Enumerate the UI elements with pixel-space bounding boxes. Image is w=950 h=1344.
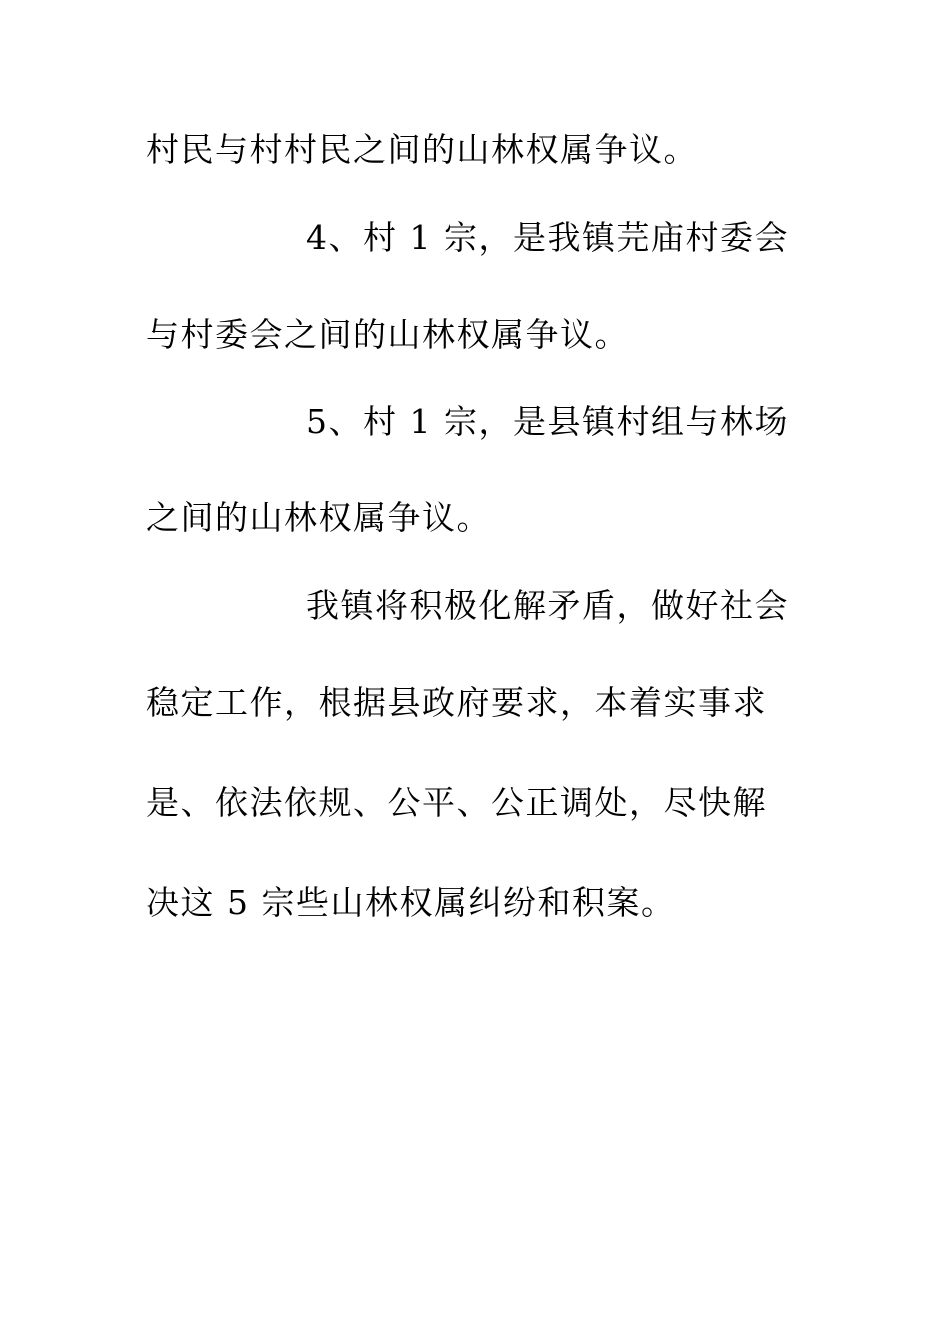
text-line-7: 稳定工作，根据县政府要求，本着实事求 [146, 683, 767, 722]
text-line-5: 之间的山林权属争议。 [146, 498, 491, 537]
text-line-9: 决这 5 宗些山林权属纠纷和积案。 [146, 883, 676, 922]
text-line-3: 与村委会之间的山林权属争议。 [146, 315, 629, 354]
text-line-1: 村民与村村民之间的山林权属争议。 [146, 130, 698, 169]
text-line-2: 4、村 1 宗，是我镇芫庙村委会 [306, 218, 789, 257]
text-line-6: 我镇将积极化解矛盾，做好社会 [306, 586, 789, 625]
text-line-4: 5、村 1 宗，是县镇村组与林场 [306, 402, 789, 441]
text-line-8: 是、依法依规、公平、公正调处，尽快解 [146, 783, 767, 822]
